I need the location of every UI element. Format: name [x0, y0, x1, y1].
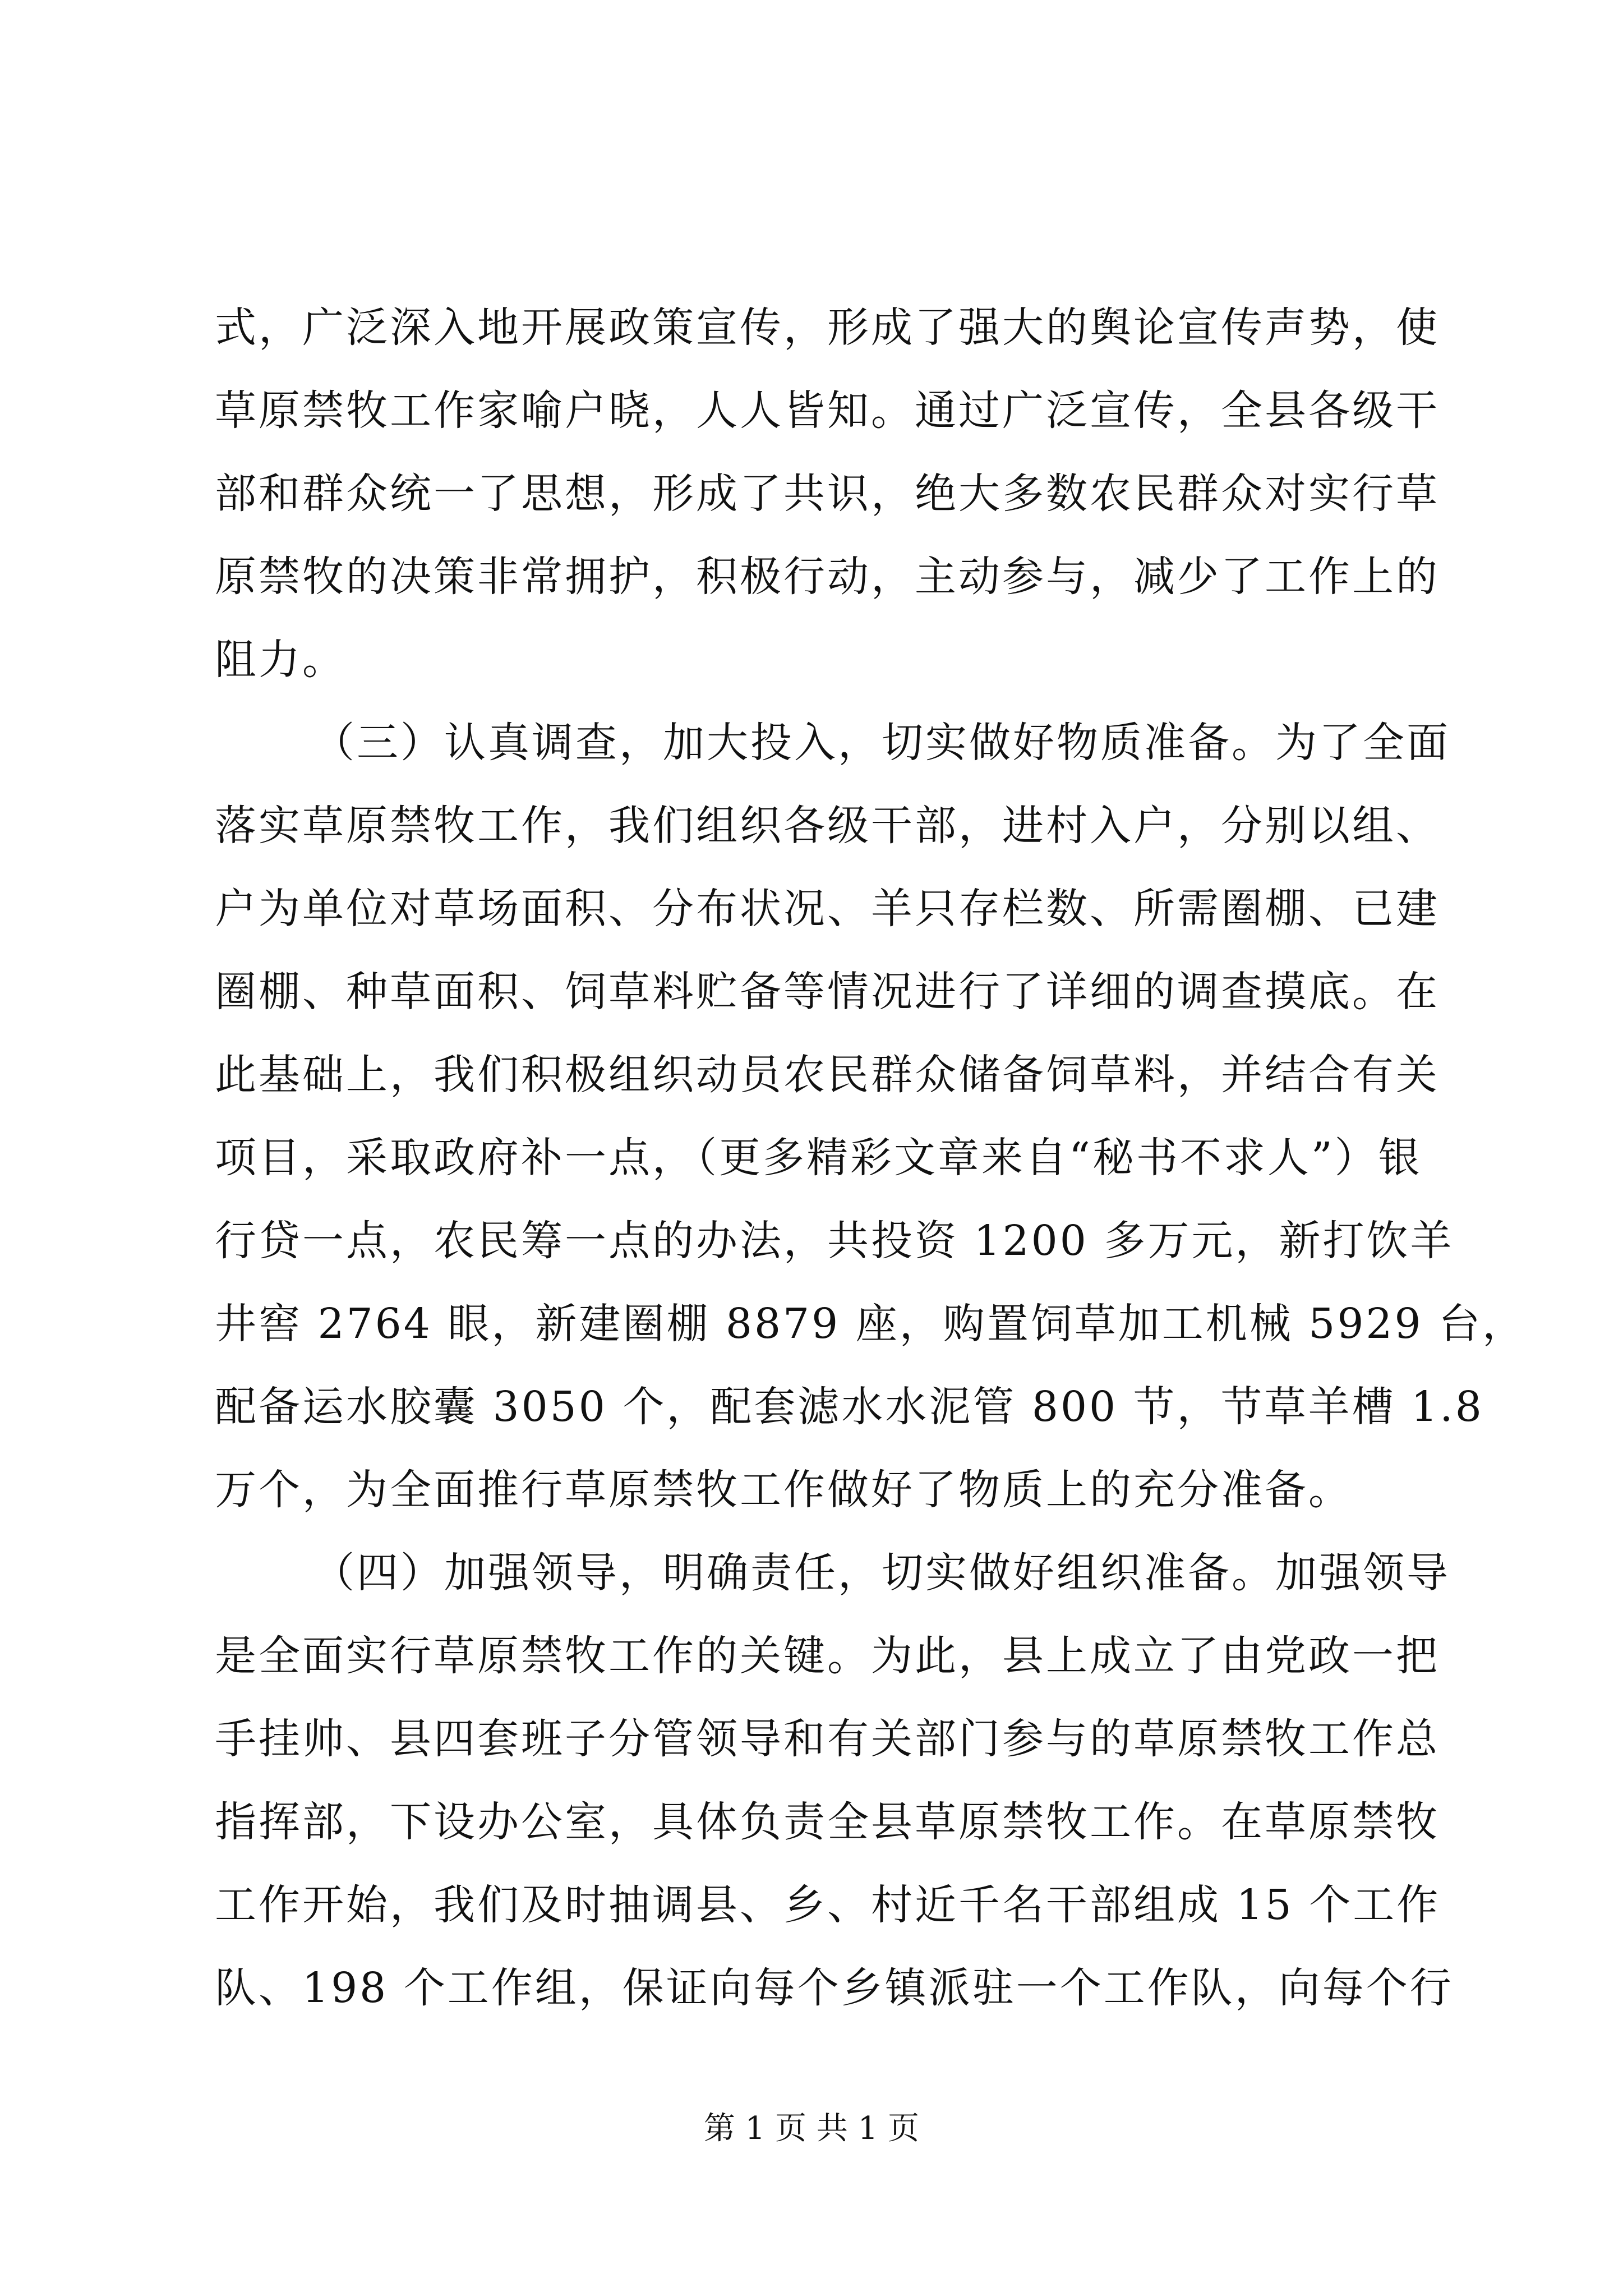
text-line: 项目，采取政府补一点，（更多精彩文章来自“秘书不求人”）银: [215, 1134, 1422, 1182]
text-line: 工作开始，我们及时抽调县、乡、村近千名干部组成 15 个工作: [215, 1881, 1441, 1929]
text-line: 阻力。: [215, 636, 346, 684]
text-line: 队、198 个工作组，保证向每个乡镇派驻一个工作队，向每个行: [215, 1964, 1454, 2012]
page-number-footer: 第 1 页 共 1 页: [703, 2110, 920, 2147]
text-line: 户为单位对草场面积、分布状况、羊只存栏数、所需圈棚、已建: [215, 885, 1440, 933]
document-body: [215, 286, 1527, 2030]
paragraph-start-line: （四）加强领导，明确责任，切实做好组织准备。加强领导: [313, 1549, 1450, 1597]
text-line: 指挥部，下设办公室，具体负责全县草原禁牧工作。在草原禁牧: [215, 1798, 1440, 1846]
text-line: 万个，为全面推行草原禁牧工作做好了物质上的充分准备。: [215, 1466, 1352, 1514]
text-line: 井窖 2764 眼，新建圈棚 8879 座，购置饲草加工机械 5929 台，: [215, 1300, 1527, 1348]
text-line: 式，广泛深入地开展政策宣传，形成了强大的舆论宣传声势，使: [215, 303, 1440, 352]
text-line: 圈棚、种草面积、饲草料贮备等情况进行了详细的调查摸底。在: [215, 968, 1440, 1016]
text-line: 草原禁牧工作家喻户晓，人人皆知。通过广泛宣传，全县各级干: [215, 386, 1440, 435]
paragraph-start-line: （三）认真调查，加大投入，切实做好物质准备。为了全面: [313, 719, 1450, 767]
text-line: 行贷一点，农民筹一点的办法，共投资 1200 多万元，新打饮羊: [215, 1217, 1454, 1265]
text-line: 此基础上，我们积极组织动员农民群众储备饲草料，并结合有关: [215, 1051, 1440, 1099]
text-line: 手挂帅、县四套班子分管领导和有关部门参与的草原禁牧工作总: [215, 1715, 1440, 1763]
text-line: 部和群众统一了思想，形成了共识，绝大多数农民群众对实行草: [215, 470, 1440, 518]
text-line: 落实草原禁牧工作，我们组织各级干部，进村入户，分别以组、: [215, 802, 1440, 850]
text-line: 配备运水胶囊 3050 个，配套滤水水泥管 800 节，节草羊槽 1.8: [215, 1383, 1484, 1431]
text-line: 原禁牧的决策非常拥护，积极行动，主动参与，减少了工作上的: [215, 553, 1440, 601]
text-line: 是全面实行草原禁牧工作的关键。为此，县上成立了由党政一把: [215, 1632, 1440, 1680]
